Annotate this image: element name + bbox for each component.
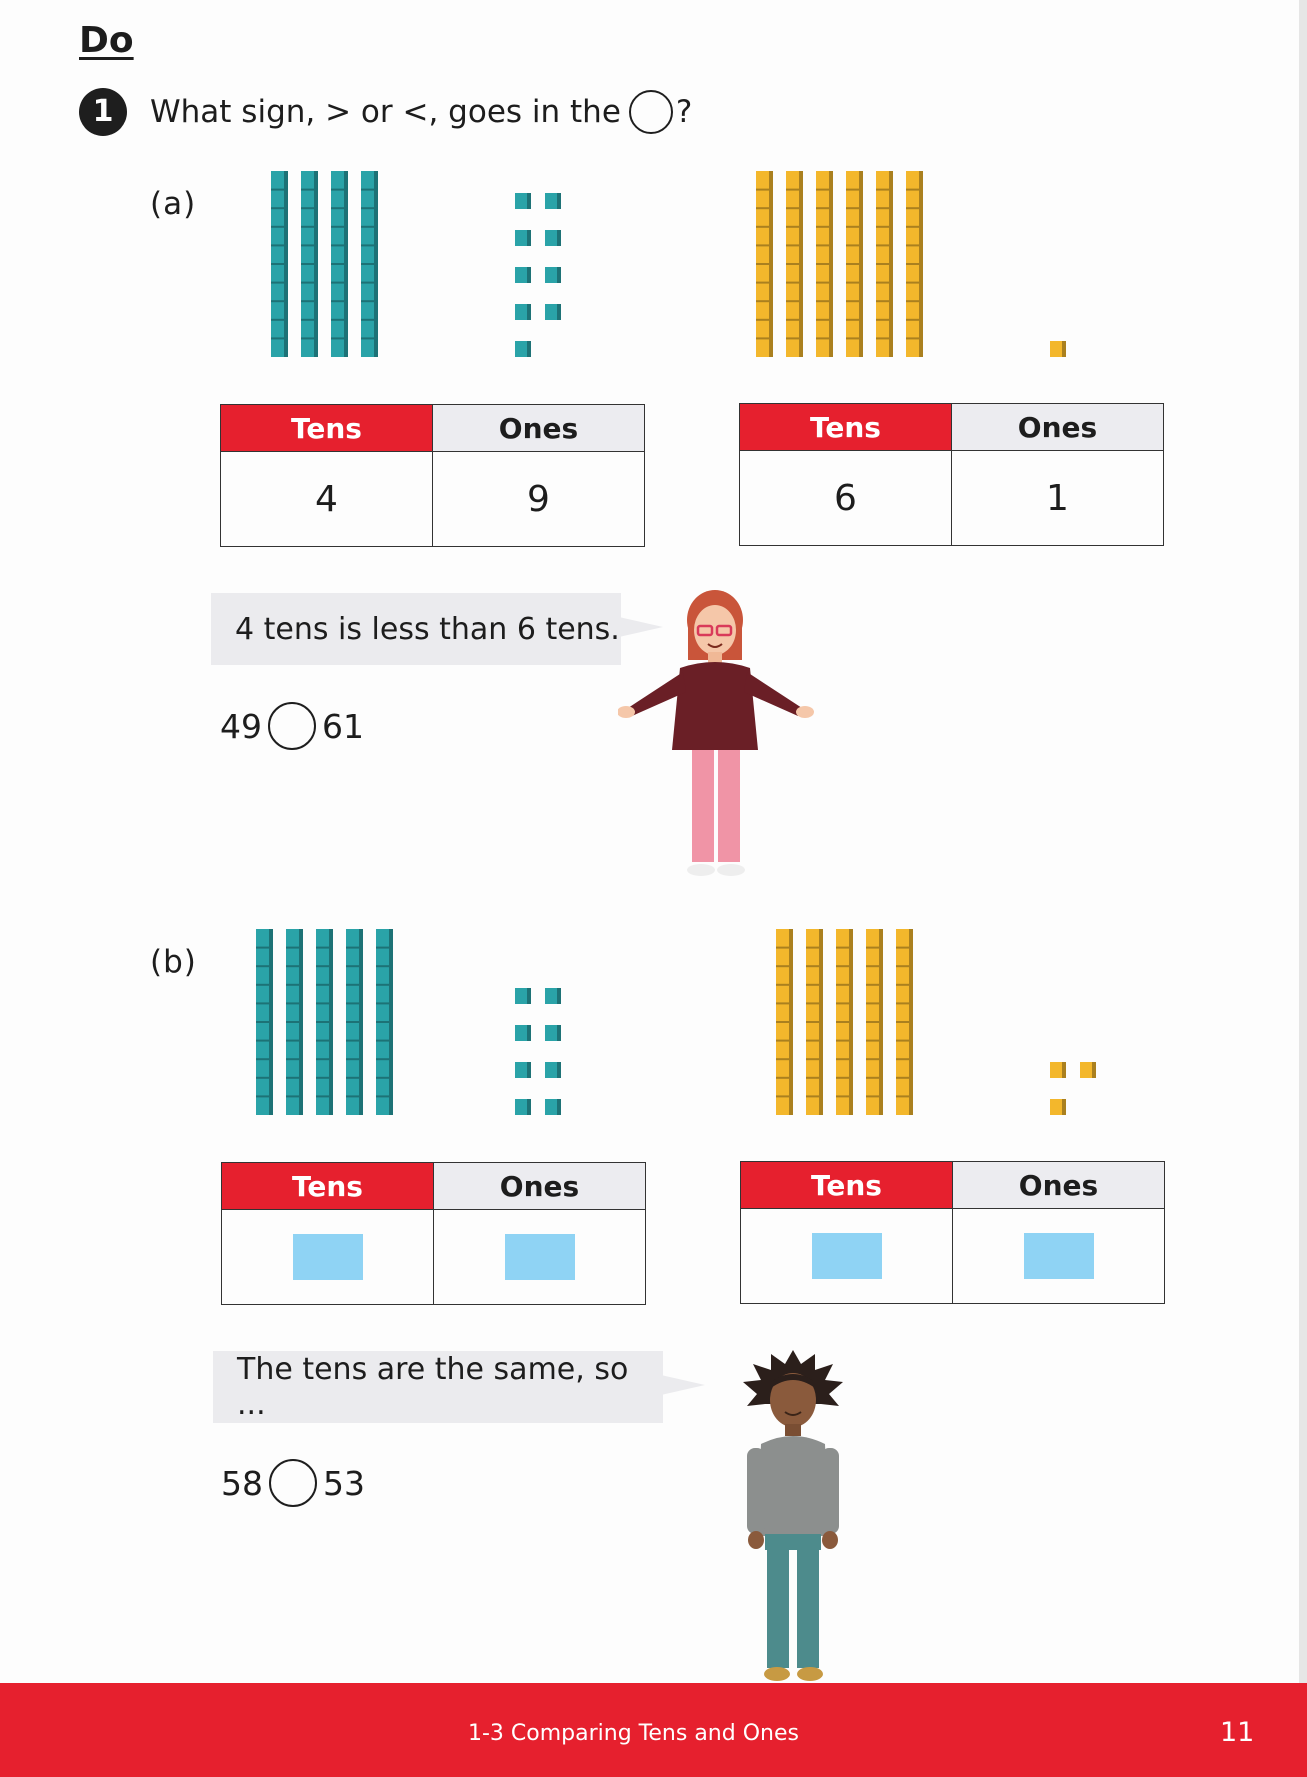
ten-rod [876,171,893,357]
speech-bubble-b [213,1351,663,1423]
compare-right-number: 61 [322,706,364,746]
compare-right-number: 53 [323,1463,365,1503]
part-b-right-blocks [776,929,1096,1115]
place-value-table-b-right [740,1161,1165,1304]
ten-rod [756,171,773,357]
ten-rod [301,171,318,357]
place-value-table-a-left [220,404,645,547]
page-number: 11 [1220,1717,1255,1748]
ones-header: Ones [434,1163,646,1210]
one-cube [515,1062,531,1078]
ten-rod [786,171,803,357]
ten-rod [331,171,348,357]
footer-chapter-title: 1-3 Comparing Tens and Ones [468,1721,799,1746]
ones-header: Ones [953,1162,1165,1209]
question-mark: ? [675,94,693,130]
compare-left-number: 49 [220,706,262,746]
part-a-right-blocks [756,171,1066,357]
ten-rod [806,929,823,1115]
answer-circle[interactable] [268,702,316,750]
part-a-label: (a) [150,186,197,222]
part-b-label: (b) [150,944,197,980]
one-cube [515,193,531,209]
ones-answer-cell [953,1209,1165,1304]
tens-header: Tens [740,404,952,451]
one-cube [545,1025,561,1041]
question-text: What sign, > or <, goes in the [150,94,621,130]
place-value-table-a-right [739,403,1164,546]
compare-left-number: 58 [221,1463,263,1503]
place-value-table-b-left [221,1162,646,1305]
ten-rod [376,929,393,1115]
ten-rod [866,929,883,1115]
ones-answer-cell [434,1210,646,1305]
ten-rod [271,171,288,357]
tens-header: Tens [221,405,433,452]
speech-bubble-a [211,593,621,665]
one-cube [1080,1062,1096,1078]
ten-rod [896,929,913,1115]
one-cube [515,230,531,246]
tens-answer-box[interactable] [293,1234,363,1280]
one-cube [515,304,531,320]
ones-header: Ones [433,405,645,452]
tens-answer-box[interactable] [812,1233,882,1279]
ten-rod [346,929,363,1115]
speech-text: The tens are the same, so ... [237,1352,629,1422]
ten-rod [316,929,333,1115]
ten-rod [846,171,863,357]
ten-rod [836,929,853,1115]
tens-answer-cell [741,1209,953,1304]
page-footer [0,1683,1307,1777]
one-cube [515,267,531,283]
one-cube [545,988,561,1004]
speech-tail [661,1375,705,1395]
one-cube [545,193,561,209]
one-cube [545,1099,561,1115]
ones-value: 9 [433,452,645,547]
part-b-left-blocks [256,929,561,1115]
ten-rod [361,171,378,357]
girl-character-illustration [618,590,814,880]
ten-rod [816,171,833,357]
one-cube [1050,341,1066,357]
comparison-b [221,1459,365,1507]
question-number: 1 [79,88,127,136]
speech-text: 4 tens is less than 6 tens. [235,611,620,647]
tens-header: Tens [222,1163,434,1210]
section-heading: Do [79,20,134,61]
ones-value: 1 [952,451,1164,546]
one-cube [1050,1099,1066,1115]
one-cube [515,1025,531,1041]
one-cube [545,230,561,246]
one-cube [545,304,561,320]
answer-circle[interactable] [269,1459,317,1507]
one-cube [545,1062,561,1078]
tens-value: 4 [221,452,433,547]
one-cube [515,341,531,357]
one-cube [515,1099,531,1115]
boy-character-illustration [735,1348,851,1684]
part-a-left-blocks [271,171,561,357]
ten-rod [286,929,303,1115]
ones-answer-box[interactable] [505,1234,575,1280]
comparison-a [220,702,364,750]
tens-answer-cell [222,1210,434,1305]
one-cube [1050,1062,1066,1078]
ones-header: Ones [952,404,1164,451]
ten-rod [906,171,923,357]
one-cube [545,267,561,283]
ten-rod [256,929,273,1115]
ones-answer-box[interactable] [1024,1233,1094,1279]
tens-value: 6 [740,451,952,546]
tens-header: Tens [741,1162,953,1209]
one-cube [515,988,531,1004]
ten-rod [776,929,793,1115]
